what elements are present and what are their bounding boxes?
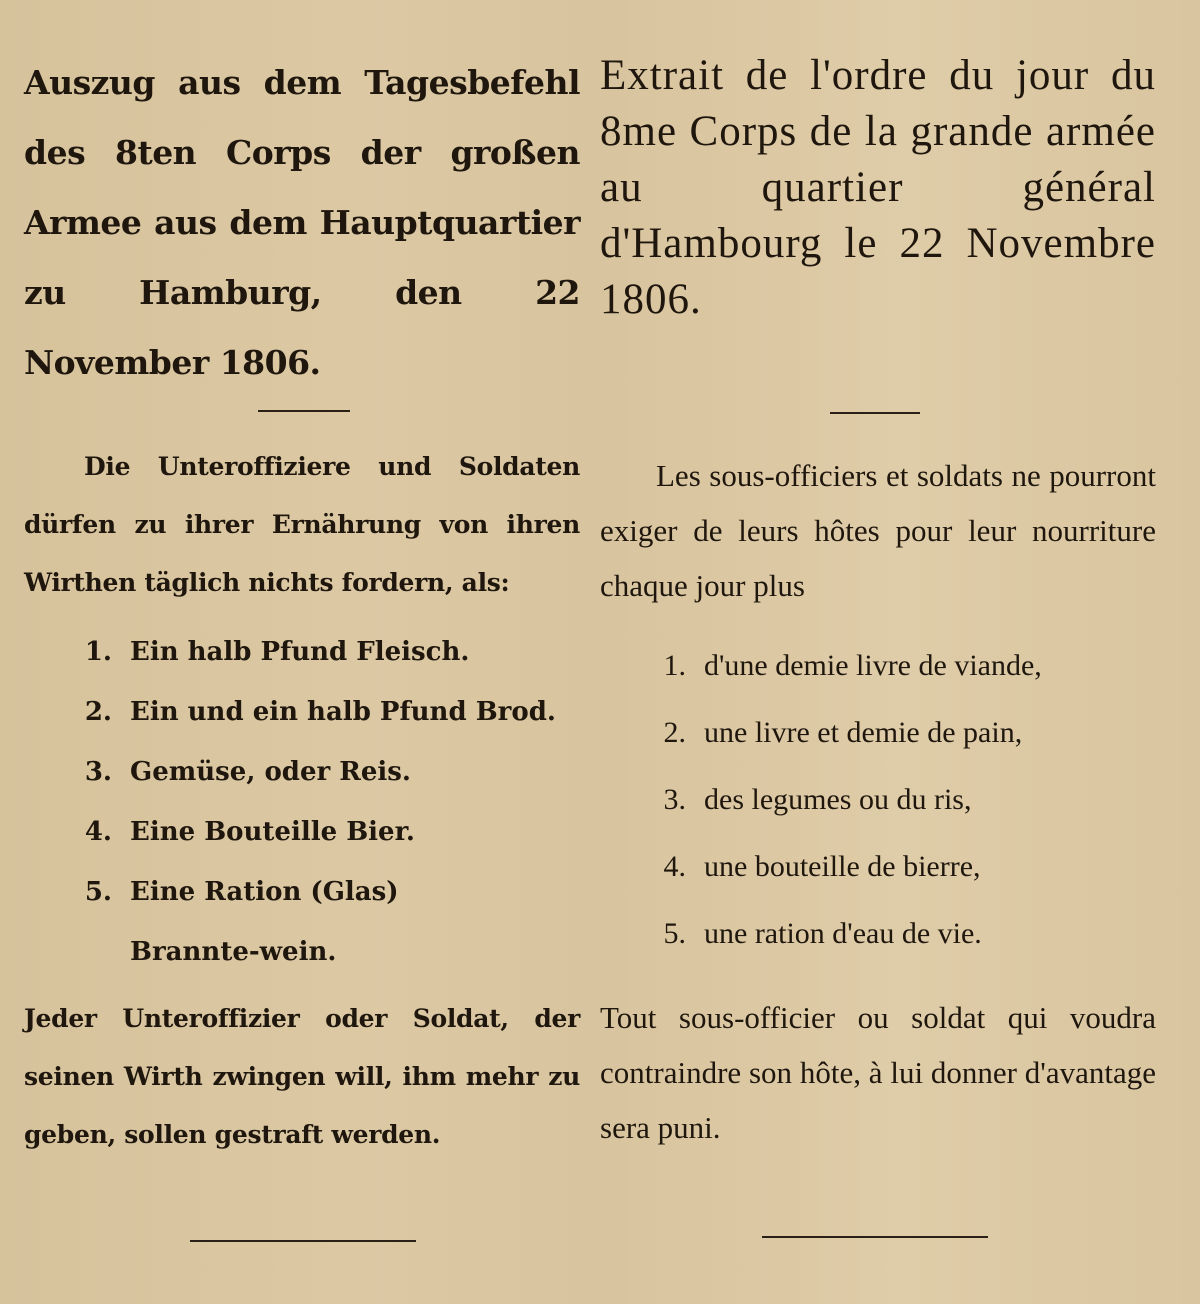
- list-item: [24, 682, 580, 742]
- french-ration-list: [600, 632, 1156, 967]
- german-closing: Jeder Unteroffizier oder Soldat, der seinen Wirth zwingen will, ihm mehr zu geben, sollen gestraft werden.: [24, 1004, 580, 1149]
- list-text: des legumes ou du ris,: [704, 783, 972, 816]
- german-ration-list: [24, 622, 580, 982]
- list-item: [600, 632, 1156, 699]
- german-intro: Die Unteroffiziere und Soldaten dürfen zu ihrer Ernährung von ihren Wirthen täglich nichts fordern, als:: [24, 452, 580, 597]
- list-item: [24, 862, 580, 982]
- list-item: [600, 699, 1156, 766]
- list-number: 4.: [663, 850, 686, 883]
- french-heading: Extrait de l'ordre du jour du 8me Corps de la grande armée au quartier général d'Hambourg le 22 Novembre 1806.: [600, 52, 1156, 323]
- french-heading-rule: [830, 412, 920, 414]
- list-item: [600, 900, 1156, 967]
- list-item: [24, 622, 580, 682]
- list-number: 3.: [663, 783, 686, 816]
- german-heading: Auszug aus dem Tagesbefehl des 8ten Corps der großen Armee aus dem Hauptquartier zu Hamburg, den 22 November 1806.: [24, 63, 580, 382]
- german-footer-rule: [190, 1240, 416, 1242]
- list-number: 1.: [663, 649, 686, 682]
- list-text: Ein und ein halb Pfund Brod.: [130, 697, 556, 727]
- list-text: une livre et demie de pain,: [704, 716, 1023, 749]
- list-number: 5.: [663, 917, 686, 950]
- list-number: 5.: [84, 877, 112, 907]
- list-number: 2.: [663, 716, 686, 749]
- list-item: [24, 742, 580, 802]
- list-item: [24, 802, 580, 862]
- french-footer-rule: [762, 1236, 988, 1238]
- list-number: 4.: [84, 817, 112, 847]
- list-text: Ein halb Pfund Fleisch.: [130, 637, 470, 667]
- list-item: [600, 833, 1156, 900]
- list-text: d'une demie livre de viande,: [704, 649, 1042, 682]
- list-number: 1.: [84, 637, 112, 667]
- list-number: 3.: [84, 757, 112, 787]
- list-text: une bouteille de bierre,: [704, 850, 981, 883]
- list-item: [600, 766, 1156, 833]
- german-heading-rule: [258, 410, 350, 412]
- french-closing: Tout sous-officier ou soldat qui voudra contraindre son hôte, à lui donner d'avantage sera puni.: [600, 1000, 1156, 1145]
- french-intro: Les sous-officiers et soldats ne pourront exiger de leurs hôtes pour leur nourriture chaque jour plus: [600, 458, 1156, 603]
- list-text: Gemüse, oder Reis.: [130, 757, 411, 787]
- list-number: 2.: [84, 697, 112, 727]
- list-text: Eine Bouteille Bier.: [130, 817, 415, 847]
- list-text: Eine Ration (Glas) Brannte-wein.: [130, 877, 399, 967]
- list-text: une ration d'eau de vie.: [704, 917, 982, 950]
